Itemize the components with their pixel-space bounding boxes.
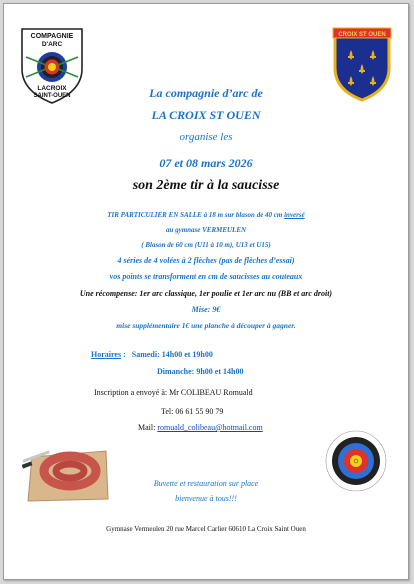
flyer-page [3,3,409,580]
address-line: Gymnase Vermeulen 20 rue Marcel Carlier 60610 La Croix Saint Ouen [106,525,306,533]
crest-banner-text: CROIX ST OUEN [338,32,386,38]
header-line-2: LA CROIX ST OUEN [151,108,261,122]
horaires-label: Horaires [91,350,122,359]
horaires-samedi: Samedi: 14h00 et 19h00 [131,350,213,359]
inscription-line: Inscription a envoyé à: Mr COLIBEAU Romuald [94,388,253,397]
tir-line [4,211,408,219]
header-event-title: son 2ème tir à la saucisse [132,178,280,193]
tel-line: Tel: 06 61 55 90 79 [161,407,224,416]
horaires-row-samedi [91,350,213,359]
logo-bottom-text-2: SAINT-OUEN [33,93,71,99]
mail-line [138,423,263,432]
archery-target-image [324,429,388,493]
series-line: 4 séries de 4 volées à 2 flèches (pas de flèches d’essai) [117,256,295,265]
bienvenue-line: bienvenue à tous!!! [175,494,237,503]
gym-line: au gymnase VERMEULEN [165,226,247,234]
mail-label: Mail: [138,423,158,432]
header-line-1: La compagnie d’arc de [149,86,263,100]
tir-text: TIR PARTICULIER EN SALLE à 18 m sur blason de 40 cm [107,211,285,219]
logo-bottom-text-1: LACROIX [37,85,67,92]
recompense-line: Une récompense: 1er arc classique, 1er poulie et 1er arc nu (BB et arc droit) [79,289,333,298]
buvette-line: Buvette et restauration sur place [153,479,259,488]
email-link[interactable]: romuald_colibeau@hotmail.com [157,423,263,432]
horaires-dimanche: Dimanche: 9h00 et 14h00 [157,367,244,376]
mise-line: Mise: 9€ [191,305,221,314]
header-line-3: organise les [179,131,233,143]
tir-inverse: inversé [284,211,305,219]
logo-mid-text: D'ARC [41,41,63,48]
header-date: 07 et 08 mars 2026 [159,156,253,170]
horaires-colon: : [121,350,128,359]
points-line: vos points se transforment en cm de saucisses au couteaux [109,272,303,281]
logo-top-text: COMPAGNIE [30,33,74,40]
mise-sup-line: mise supplémentaire 1€ une planche à découper à gagner. [116,321,296,330]
blason-line: ( Blason de 60 cm (U11 à 10 m), U13 et U15) [141,241,271,249]
